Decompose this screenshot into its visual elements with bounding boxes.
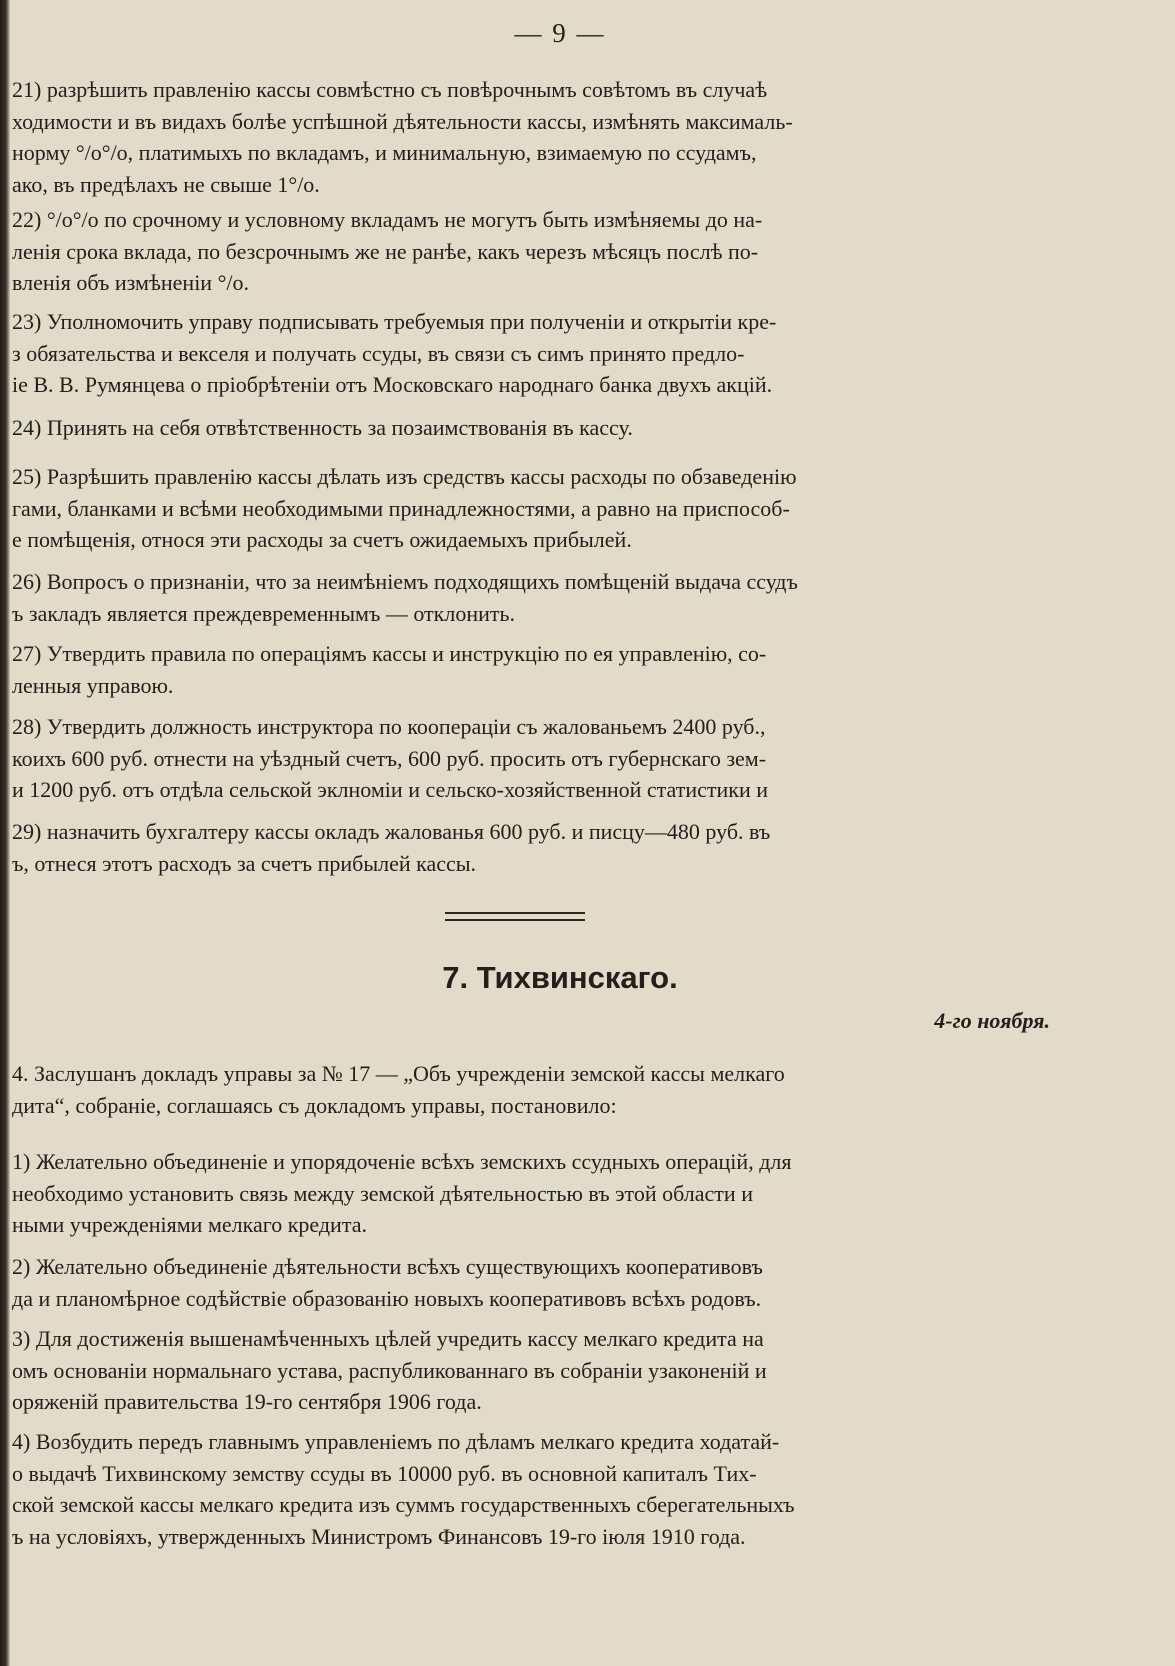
text-line: ленія срока вклада, по безсрочнымъ же не ранѣе, какъ черезъ мѣсяцъ послѣ по- xyxy=(12,238,759,264)
text-line: 1) Желательно объединеніе и упорядоченіе всѣхъ земскихъ ссудныхъ операцій, для xyxy=(12,1149,792,1174)
item-23 xyxy=(12,306,1062,401)
resolution-1 xyxy=(12,1146,1062,1241)
text-line: ако, въ предѣлахъ не свыше 1°/о. xyxy=(12,171,320,197)
text-line: ской земской кассы мелкаго кредита изъ суммъ государственныхъ сберегательныхъ xyxy=(12,1492,795,1517)
text-line: ъ на условіяхъ, утвержденныхъ Министромъ Финансовъ 19-го іюля 1910 года. xyxy=(12,1523,746,1549)
item-26 xyxy=(12,566,1062,629)
item-22 xyxy=(12,204,1062,299)
resolution-4 xyxy=(12,1426,1062,1552)
text-line: 22) °/о°/о по срочному и условному вкладамъ не могутъ быть измѣняемы до на- xyxy=(12,207,763,232)
resolution-3 xyxy=(12,1323,1062,1418)
text-line: гами, бланками и всѣми необходимыми принадлежностями, а равно на приспособ- xyxy=(12,495,790,521)
text-line: е помѣщенія, относя эти расходы за счетъ ожидаемыхъ прибылей. xyxy=(12,527,632,552)
item-24 xyxy=(12,412,1062,444)
resolution-2 xyxy=(12,1251,1062,1314)
item-21 xyxy=(12,74,1062,200)
text-line: вленія объ измѣненіи °/о. xyxy=(12,270,249,295)
text-line: норму °/о°/о, платимыхъ по вкладамъ, и минимальную, взимаемую по ссудамъ, xyxy=(12,140,757,165)
text-line: 23) Уполномочить управу подписывать требуемыя при полученіи и открытіи кре- xyxy=(12,309,777,334)
text-line: 4. Заслушанъ докладъ управы за № 17 — „Объ учрежденіи земской кассы мелкаго xyxy=(12,1061,785,1086)
text-line: 2) Желательно объединеніе дѣятельности всѣхъ существующихъ кооперативовъ xyxy=(12,1254,763,1279)
text-line: коихъ 600 руб. отнести на уѣздный счетъ, 600 руб. просить отъ губернскаго зем- xyxy=(12,745,767,771)
text-line: 26) Вопросъ о признаніи, что за неимѣніемъ подходящихъ помѣщеній выдача ссудъ xyxy=(12,569,798,594)
section-heading: 7. Тихвинскаго. xyxy=(442,960,678,995)
item-25 xyxy=(12,461,1062,556)
text-line: ходимости и въ видахъ болѣе успѣшной дѣятельности кассы, измѣнять максималь- xyxy=(12,108,793,134)
text-line: ленныя управою. xyxy=(12,672,174,698)
text-line: оряженій правительства 19-го сентября 1906 года. xyxy=(12,1389,482,1414)
text-line: 28) Утвердить должность инструктора по коопераціи съ жалованьемъ 2400 руб., xyxy=(12,714,766,739)
item-29 xyxy=(12,816,1062,879)
item-28 xyxy=(12,711,1062,806)
item-4-intro xyxy=(12,1058,1062,1121)
text-line: о выдачѣ Тихвинскому земству ссуды въ 10000 руб. въ основной капиталъ Тих- xyxy=(12,1460,757,1486)
text-line: да и планомѣрное содѣйствіе образованію новыхъ кооперативовъ всѣхъ родовъ. xyxy=(12,1285,762,1311)
section-divider xyxy=(445,912,585,921)
text-line: з обязательства и векселя и получать ссуды, въ связи съ симъ принято предло- xyxy=(12,340,745,366)
text-line: ъ закладъ является преждевременнымъ — отклонить. xyxy=(12,600,516,626)
text-line: дита“, собраніе, соглашаясь съ докладомъ управы, постановило: xyxy=(12,1092,617,1118)
text-line: 24) Принять на себя отвѣтственность за позаимствованія въ кассу. xyxy=(12,415,633,440)
text-line: ъ, отнеся этотъ расходъ за счетъ прибылей кассы. xyxy=(12,850,477,876)
text-line: 21) разрѣшить правленію кассы совмѣстно съ повѣрочнымъ совѣтомъ въ случаѣ xyxy=(12,77,768,102)
text-line: 29) назначить бухгалтеру кассы окладъ жалованья 600 руб. и писцу—480 руб. въ xyxy=(12,819,771,844)
text-line: 25) Разрѣшить правленію кассы дѣлать изъ средствъ кассы расходы по обзаведенію xyxy=(12,464,797,489)
text-line: омъ основаніи нормальнаго устава, распубликованнаго въ собраніи узаконеній и xyxy=(12,1357,767,1383)
text-line: необходимо установить связь между земской дѣятельностью въ этой области и xyxy=(12,1180,753,1206)
page-number: — 9 — xyxy=(514,18,606,48)
book-spine-edge xyxy=(0,0,10,1666)
text-line: и 1200 руб. отъ отдѣла сельской эклноміи и сельско-хозяйственной статистики и xyxy=(12,777,769,802)
text-line: 27) Утвердить правила по операціямъ кассы и инструкцію по ея управленію, со- xyxy=(12,641,767,666)
text-line: іе В. В. Румянцева о пріобрѣтеніи отъ Московскаго народнаго банка двухъ акцій. xyxy=(12,372,773,397)
text-line: 3) Для достиженія вышенамѣченныхъ цѣлей учредить кассу мелкаго кредита на xyxy=(12,1326,764,1351)
item-27 xyxy=(12,638,1062,701)
text-line: 4) Возбудить передъ главнымъ управленіемъ по дѣламъ мелкаго кредита ходатай- xyxy=(12,1429,780,1454)
text-line: ными учрежденіями мелкаго кредита. xyxy=(12,1212,367,1237)
section-date: 4-го ноября. xyxy=(934,1008,1050,1033)
